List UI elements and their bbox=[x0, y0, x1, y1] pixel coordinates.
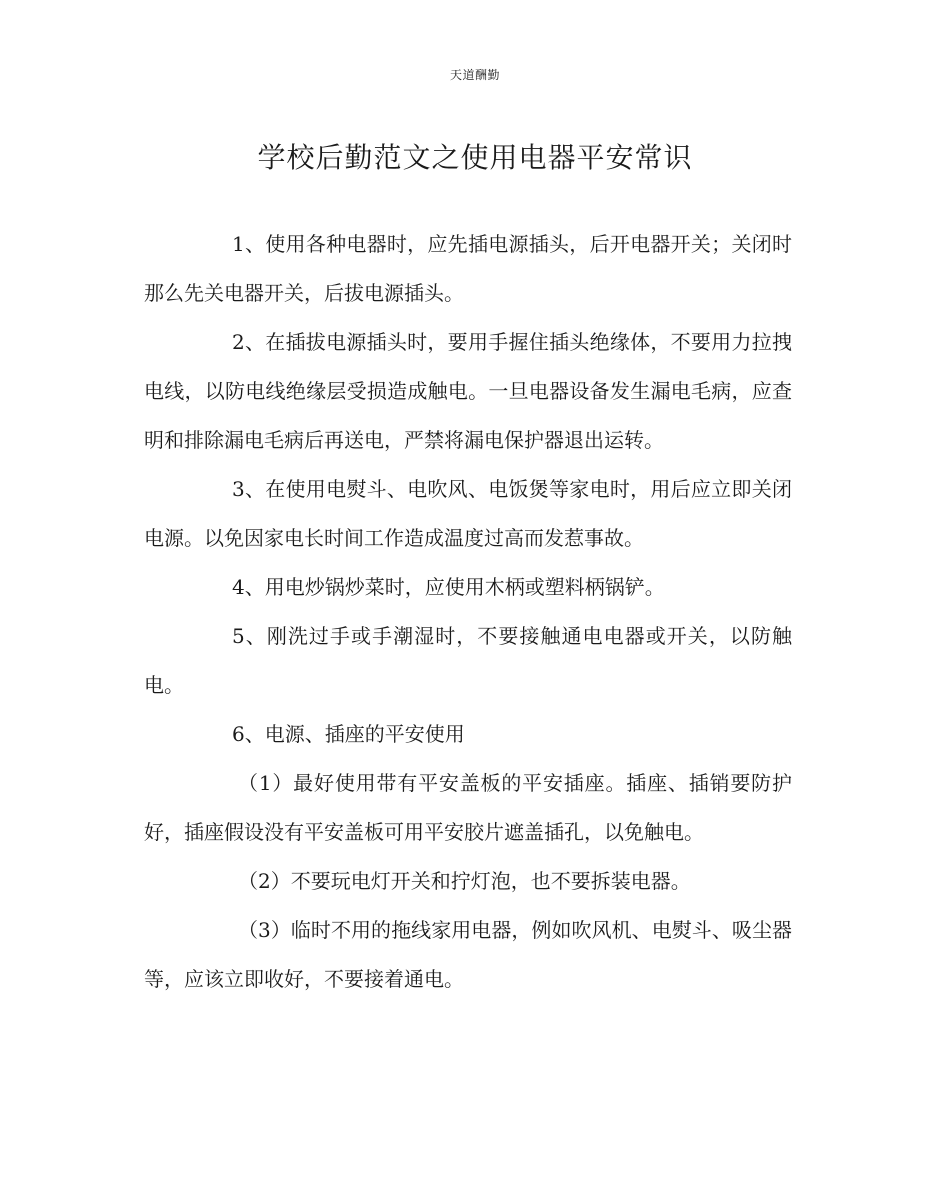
paragraph-3: 3、在使用电熨斗、电吹风、电饭煲等家电时，用后应立即关闭电源。以免因家电长时间工作造成温度过高而发惹事故。 bbox=[144, 477, 792, 550]
paragraph-5: 5、刚洗过手或手潮湿时，不要接触通电电器或开关，以防触电。 bbox=[144, 624, 792, 697]
paragraph-2: 2、在插拔电源插头时，要用手握住插头绝缘体，不要用力拉拽电线，以防电线绝缘层受损造成触电。一旦电器设备发生漏电毛病，应查明和排除漏电毛病后再送电，严禁将漏电保护器退出运转。 bbox=[144, 330, 792, 452]
document-body bbox=[144, 220, 792, 1004]
sub-paragraph-1: （1）最好使用带有平安盖板的平安插座。插座、插销要防护好，插座假设没有平安盖板可用平安胶片遮盖插孔，以免触电。 bbox=[144, 771, 792, 844]
sub-paragraph-3: （3）临时不用的拖线家用电器，例如吹风机、电熨斗、吸尘器等，应该立即收好，不要接着通电。 bbox=[144, 918, 792, 991]
paragraph-6: 6、电源、插座的平安使用 bbox=[232, 722, 465, 746]
sub-paragraph-2: （2）不要玩电灯开关和拧灯泡，也不要拆装电器。 bbox=[238, 869, 691, 893]
page-header: 天道酬勤 bbox=[449, 68, 500, 82]
paragraph-4: 4、用电炒锅炒菜时，应使用木柄或塑料柄锅铲。 bbox=[232, 575, 665, 599]
document-title: 学校后勤范文之使用电器平安常识 bbox=[257, 141, 693, 174]
paragraph-1: 1、使用各种电器时，应先插电源插头，后开电器开关；关闭时那么先关电器开关，后拔电源插头。 bbox=[144, 232, 792, 305]
